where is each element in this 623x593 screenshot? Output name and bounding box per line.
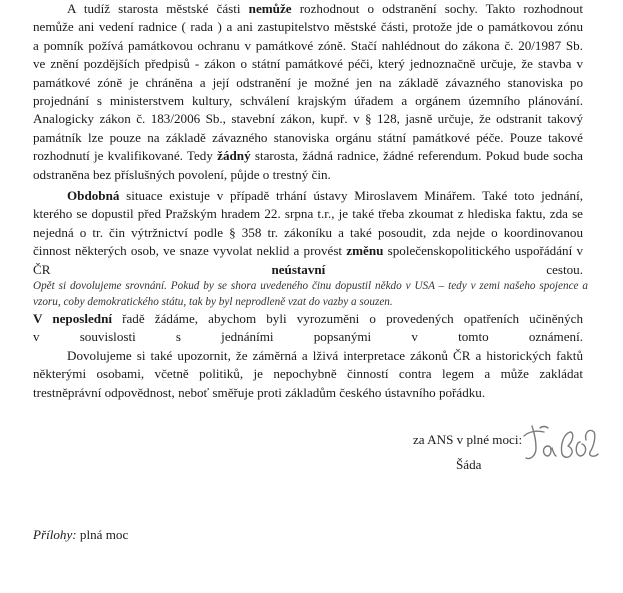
text-run: nemůže ani vedení radnice ( rada ) a ani zastupitelstvo městské části, protože jde o památkovou zónu (33, 19, 583, 35)
handwritten-signature (512, 418, 604, 466)
paragraph-line (33, 261, 583, 279)
paragraph-line (33, 328, 583, 346)
paragraph-line (33, 347, 583, 365)
paragraph-line (33, 365, 583, 383)
text-run: kterého se dopustil před Pražským hradem 22. srpna t.r., je také třeba zkoumat z hlediska faktu, zda se (33, 206, 583, 222)
text-run: situace existuje v případě trhání ústavy Miroslavem Minářem. Také toto jednání, (119, 188, 583, 203)
paragraph-line (33, 74, 583, 92)
text-run (371, 329, 411, 344)
paragraph-request-notification (33, 310, 583, 347)
emphasis-text: V neposlední (33, 311, 113, 326)
paragraph-constitution-tearing (33, 187, 583, 279)
text-run (489, 329, 529, 344)
paragraph-line (33, 129, 583, 147)
text-run: společenskopolitického uspořádání v (383, 243, 583, 259)
text-run: v tomto (411, 329, 489, 345)
paragraph-line (33, 92, 583, 110)
text-run: Dovolujeme si také upozornit, že záměrná a lživá interpretace zákonů ČR a historických faktů (67, 348, 583, 363)
text-run: ČR (33, 261, 51, 277)
text-run: památník lze pouze na základě závazného stanoviska orgánu státní památkové péče. Pouze takové (33, 129, 583, 145)
text-run: některými osobami, včetně politiků, je nepochybně činností contra legem a může zakládat (33, 366, 583, 382)
text-run: památkové zóně je chráněna a její odstranění je možné jen na základě závazného stanoviska po (33, 74, 583, 90)
text-run: starosta, žádná radnice, žádné referendum. Pokud bude socha (250, 148, 583, 164)
paragraph-line (33, 224, 583, 242)
paragraph-line (33, 187, 583, 205)
text-run: popsanými (313, 329, 372, 345)
signature-line: za ANS v plné moci: (413, 432, 523, 447)
text-run: Analogicky zákon č. 183/2006 Sb., stavební zákon, kupř. v § 128, jasně určuje, že odstranit takový (33, 111, 583, 127)
paragraph-line (33, 205, 583, 223)
text-run: rozhodnutí je kvalifikované. Tedy (33, 148, 218, 164)
text-run: cestou. (546, 261, 583, 277)
text-run: oznámení. (528, 329, 583, 345)
text-run: a pomník požívá památkovou ochranu v památkové zóně. Stačí nahlédnout do zákona č. 20/1987 Sb. (33, 37, 583, 53)
text-run: činnost některých osob, ve snaze vyvolat neklid a provést (33, 243, 347, 259)
paragraph-line (33, 37, 583, 55)
emphasis-text: změnu (346, 243, 384, 259)
text-run: projednání s ministerstvem kultury, schválení krajským úřadem a orgánem územního plánování. (33, 93, 583, 109)
text-run: v souvislosti (33, 329, 136, 345)
text-run (325, 262, 546, 277)
attachments-label: Přílohy: (33, 527, 77, 542)
paragraph-line (33, 110, 583, 128)
emphasis-text: žádný (217, 148, 251, 164)
text-run (274, 329, 314, 344)
text-run: rozhodnout o odstranění sochy. Takto rozhodnout (291, 1, 583, 16)
paragraph-line (33, 0, 583, 18)
text-run: řadě žádáme, abychom byli vyrozuměni o provedených opatřeních učiněných (112, 311, 583, 326)
paragraph-line (33, 147, 583, 165)
paragraph-line (33, 310, 583, 328)
paragraph-interpretation-warning (33, 347, 583, 402)
signatory-name: Šáda (456, 457, 482, 472)
text-run: A tudíž starosta městské části (67, 1, 249, 16)
text-run: nejedná o tr. čin výtržnictví podle § 358 tr. zákoníku a také posoudit, zda nejde o koordinovanou (33, 224, 583, 240)
paragraph-line (33, 55, 583, 73)
paragraph-line (33, 384, 583, 402)
text-run: trestněprávní odpovědnost, neboť směřuje proti základům českého ústavního pořádku. (33, 384, 486, 400)
attachments (33, 527, 128, 543)
paragraph-line (33, 242, 583, 260)
paragraph-line (33, 18, 583, 36)
text-run (136, 329, 176, 344)
emphasis-text: Obdobná (67, 188, 120, 203)
comparison-note: Opět si dovolujeme srovnání. Pokud by se shora uvedeného činu dopustil někdo v USA – tedy v zemi našeho spojence a vzoru, coby demokratického státu, tak by byl neprodleně vzat do vazby a souzen. (33, 280, 588, 308)
attachments-value: plná moc (79, 527, 129, 542)
text-run: odstraněna bez příslušných povolení, půjde o trestný čin. (33, 166, 331, 182)
text-run: s jednáními (175, 329, 274, 345)
text-run (50, 262, 271, 277)
text-run: ve znění pozdějších předpisů - zákon o státní památkové péči, který jednoznačně určuje, že stavba v (33, 56, 583, 72)
emphasis-text: nemůže (248, 1, 292, 16)
paragraph-statue-removal (33, 0, 583, 184)
paragraph-line (33, 166, 583, 184)
emphasis-text: neústavní (271, 261, 326, 277)
